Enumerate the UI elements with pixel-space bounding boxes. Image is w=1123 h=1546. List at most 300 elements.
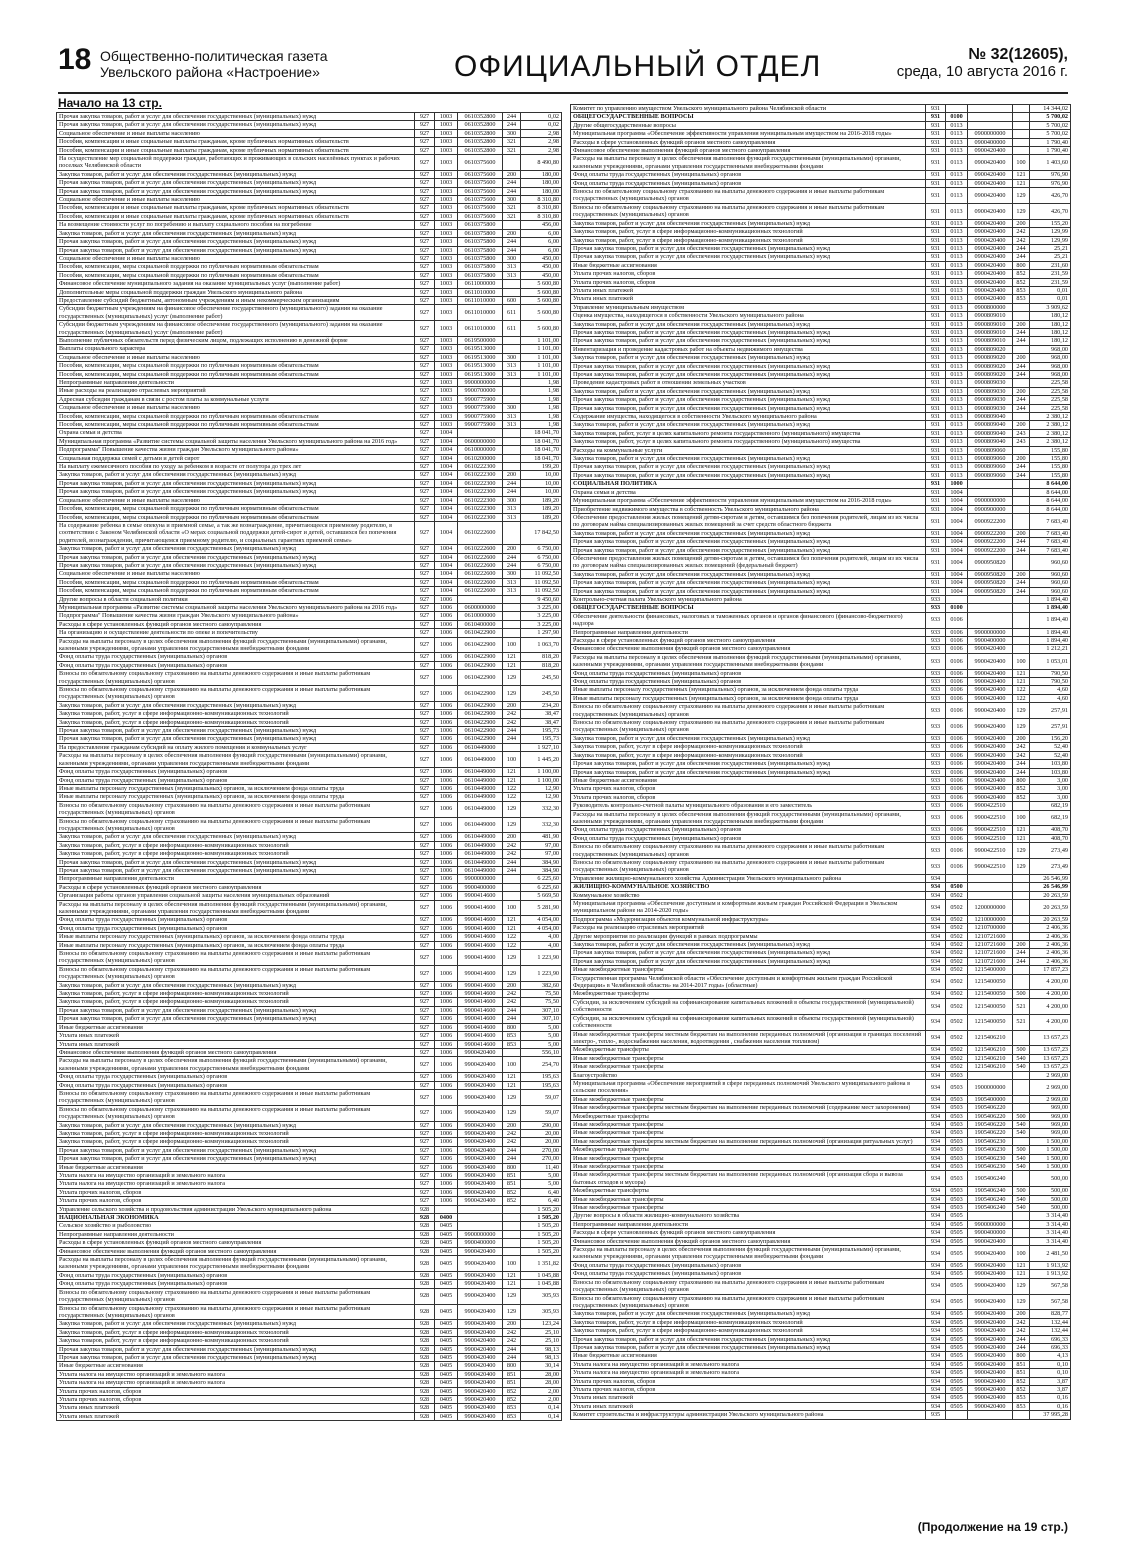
target-article-code: 0900809030 [968,396,1013,404]
target-article-code: 9900420400 [458,1163,503,1171]
target-article-code: 0619513000 [458,370,503,378]
row-label: Иные межбюджетные трансферты местным бюджетам на выполнение переданных полномочий (содержание мест захоронения) [571,1104,926,1112]
section-code: 0502 [946,1046,968,1054]
row-label: Другие вопросы в области жилищно-коммунального хозяйства [571,1212,926,1220]
amount: 189,20 [521,505,562,513]
target-article-code: 1210000000 [968,915,1013,923]
table-row [571,1071,1071,1079]
table-row [57,801,562,817]
target-article-code: 0610400000 [458,620,503,628]
amount: 6 225,60 [521,875,562,883]
admin-code: 927 [415,545,435,553]
section-code: 0502 [946,915,968,923]
section-code: 0502 [946,974,968,990]
section-code: 0502 [946,932,968,940]
target-article-code: 9900420400 [458,1387,503,1395]
expense-type-code: 244 [503,858,521,866]
table-row [57,280,562,288]
amount: 257,91 [1030,703,1071,719]
amount: 17 857,23 [1030,966,1071,974]
expense-type-code: 500 [1013,1112,1030,1120]
table-row [571,1046,1071,1054]
table-row [57,1089,562,1105]
section-code: 1004 [435,429,458,437]
target-article-code: 0610449000 [458,866,503,874]
table-row [571,924,1071,932]
section-code: 0100 [946,604,968,612]
admin-code: 931 [926,362,946,370]
section-code: 1006 [435,1032,458,1040]
amount: 25,10 [521,1337,562,1345]
expense-type-code: 100 [503,1256,521,1272]
row-label: Прочая закупка товаров, работ и услуг для обеспечения государственных (муниципальных) нужд [57,1345,415,1353]
target-article-code: 9900420400 [458,1197,503,1205]
expense-type-code: 321 [503,138,521,146]
amount: 450,00 [521,263,562,271]
section-code: 0106 [946,645,968,653]
amount: 195,63 [521,1073,562,1081]
table-row [57,305,562,321]
table-row [57,387,562,395]
amount: 450,00 [521,271,562,279]
expense-type-code: 244 [503,488,521,496]
row-label: Закупка товаров, работ и услуг для обеспечения государственных (муниципальных) нужд [571,734,926,742]
amount: 2 969,00 [1030,1079,1071,1095]
target-article-code: 9900414600 [458,965,503,981]
table-row [57,743,562,751]
row-label: Уплата иных платежей [57,1412,415,1420]
row-label: Фонд оплаты труда государственных (муниципальных) органов [57,1073,415,1081]
expense-type-code: 851 [1013,1360,1030,1368]
admin-code: 927 [415,629,435,637]
section-code: 0113 [946,413,968,421]
section-code: 1006 [435,620,458,628]
table-row [571,957,1071,965]
amount: 11 092,50 [521,587,562,595]
section-code: 0106 [946,802,968,810]
table-row [571,236,1071,244]
target-article-code [968,883,1013,891]
section-code: 0505 [946,1310,968,1318]
target-article-code: 0610222300 [458,488,503,496]
target-article-code: 0619513000 [458,353,503,361]
row-label: Взносы по обязательному социальному страхованию на выплаты денежного содержания и иные выплаты работникам государственных (муниципальных) органов [57,1089,415,1105]
expense-type-code [1013,488,1030,496]
row-label: Прочая закупка товаров, работ и услуг для обеспечения государственных (муниципальных) нужд [571,538,926,546]
row-label: Уплата иных платежей [571,1402,926,1410]
target-article-code: 9900420400 [458,1379,503,1387]
amount: 976,90 [1030,171,1071,179]
row-label: Взносы по обязательному социальному страхованию на выплаты денежного содержания и иные выплаты работникам государственных (муниципальных) органов [57,801,415,817]
row-label: Закупка товаров, работ, услуг в сфере информационно-коммуникационных технологий [571,228,926,236]
section-code: 1006 [435,661,458,669]
table-row [571,843,1071,859]
table-row [571,147,1071,155]
row-label: Благоустройство [571,1071,926,1079]
table-row [57,1180,562,1188]
target-article-code: 0610422900 [458,637,503,653]
table-row [571,362,1071,370]
expense-type-code: 800 [1013,1352,1030,1360]
expense-type-code: 300 [503,254,521,262]
section-code: 1006 [435,933,458,941]
row-label: Иные межбюджетные трансферты [571,1154,926,1162]
target-article-code: 1905406230 [968,1137,1013,1145]
target-article-code: 0610222300 [458,471,503,479]
expense-type-code: 321 [503,146,521,154]
row-label: Пособия, компенсации, меры социальной поддержки по публичным нормативным обязательствам [57,362,415,370]
row-label: Управление жилищно-коммунального хозяйства Администрации Увельского муниципального района [571,874,926,882]
newspaper-name-line2: Увельского района «Настроение» [100,64,320,80]
section-code: 0113 [946,471,968,479]
expense-type-code: 521 [1013,998,1030,1014]
row-label: Расходы на коммунальные услуги [571,446,926,454]
expense-type-code: 121 [1013,826,1030,834]
table-row [571,379,1071,387]
table-row [571,579,1071,587]
target-article-code: 0610449000 [458,858,503,866]
target-article-code: 0610352800 [458,113,503,121]
admin-code: 928 [415,1404,435,1412]
row-label: Закупка товаров, работ, услуг в целях капитального ремонта государственного (муниципального) имущества [571,429,926,437]
target-article-code: 0900809020 [968,345,1013,353]
expense-type-code: 242 [503,1129,521,1137]
amount: 75,50 [521,998,562,1006]
row-label: Финансовое обеспечение выполнения функций органов местного самоуправления [571,1237,926,1245]
table-row [57,155,562,171]
target-article-code: 1905406240 [968,1187,1013,1195]
expense-type-code: 244 [503,553,521,561]
admin-code: 928 [415,1320,435,1328]
section-code: 0113 [946,404,968,412]
admin-code: 934 [926,1270,946,1278]
section-code: 1006 [435,850,458,858]
target-article-code: 0610375600 [458,204,503,212]
section-code: 1003 [435,179,458,187]
amount: 30,14 [521,1362,562,1370]
expense-type-code [1013,883,1030,891]
admin-code: 931 [926,463,946,471]
expense-type-code: 242 [1013,1327,1030,1335]
target-article-code: 1215400050 [968,998,1013,1014]
section-code: 1006 [435,833,458,841]
expense-type-code: 540 [1013,1163,1030,1171]
amount: 1 790,40 [1030,147,1071,155]
target-article-code: 0900950820 [968,579,1013,587]
section-code: 0503 [946,1104,968,1112]
admin-code: 927 [415,916,435,924]
expense-type-code: 242 [503,1328,521,1336]
expense-type-code: 200 [1013,570,1030,578]
amount: 189,20 [521,513,562,521]
amount: 696,33 [1030,1335,1071,1343]
section-code: 1003 [435,187,458,195]
table-row [57,933,562,941]
table-row [57,875,562,883]
section-code: 0405 [435,1353,458,1361]
row-label: Расходы на выплаты персоналу в целях обеспечения выполнения функций государственными (муниципальными) органами, казенными учреждениями, органами управления государственными внебюджетными фондами [57,900,415,916]
row-label: Пособия, компенсации, меры социальной поддержки по публичным нормативным обязательствам [57,271,415,279]
section-code: 1006 [435,866,458,874]
section-code: 1003 [435,212,458,220]
admin-code: 927 [415,1105,435,1121]
target-article-code: 9900400000 [458,883,503,891]
table-row [571,1294,1071,1310]
admin-code: 927 [415,950,435,966]
amount: 8 310,80 [521,212,562,220]
table-row [571,554,1071,570]
expense-type-code: 244 [1013,253,1030,261]
expense-type-code [1013,1171,1030,1187]
table-row [571,1385,1071,1393]
amount: 2 406,36 [1030,949,1071,957]
target-article-code: 9900775900 [458,421,503,429]
amount: 9 450,60 [521,595,562,603]
target-article-code: 1905406240 [968,1204,1013,1212]
amount: 1 500,00 [1030,1163,1071,1171]
admin-code: 927 [415,1040,435,1048]
section-code: 1004 [435,587,458,595]
row-label: Расходы на выплаты персоналу в целях обеспечения выполнения функций государственными (муниципальными) органами, казенными учреждениями, органами управления государственными внебюджетными фондами [57,1256,415,1272]
expense-type-code: 313 [503,370,521,378]
table-row [57,924,562,932]
row-label: Уплата иных платежей [57,1032,415,1040]
amount: 0,14 [521,1404,562,1412]
row-label: Иные межбюджетные трансферты местным бюджетам на выполнение переданных полномочий (организация в границах поселений электро-, тепло-, водоснабжения населения, водоотведения , снабжения населения топливом) [571,1030,926,1046]
table-row [57,637,562,653]
table-row [57,1023,562,1031]
row-label: Взносы по обязательному социальному страхованию на выплаты денежного содержания и иные выплаты работникам государственных (муниципальных) органов [57,1288,415,1304]
admin-code: 931 [926,471,946,479]
table-row [571,637,1071,645]
expense-type-code: 244 [503,246,521,254]
row-label: Закупка товаров, работ, услуг в целях капитального ремонта государственного (муниципального) имущества [571,438,926,446]
table-row [571,463,1071,471]
admin-code: 931 [926,130,946,138]
section-code: 0503 [946,1163,968,1171]
admin-code: 927 [415,212,435,220]
target-article-code: 9900420400 [458,1256,503,1272]
section-code: 1003 [435,229,458,237]
section-code: 0505 [946,1220,968,1228]
table-row [571,793,1071,801]
amount: 1 212,21 [1030,645,1071,653]
section-code: 0505 [946,1402,968,1410]
row-label: Непрограммные направления деятельности [57,379,415,387]
row-label: Закупка товаров, работ и услуг для обеспечения государственных (муниципальных) нужд [571,1310,926,1318]
table-row [571,320,1071,328]
target-article-code: 0900420400 [968,219,1013,227]
expense-type-code: 244 [1013,768,1030,776]
target-article-code: 0619513000 [458,345,503,353]
admin-code: 927 [415,817,435,833]
admin-code: 927 [415,941,435,949]
admin-code: 927 [415,179,435,187]
admin-code: 927 [415,280,435,288]
budget-table-right [570,104,1071,1420]
section-code: 0505 [946,1352,968,1360]
row-label: Прочая закупка товаров, работ и услуг для обеспечения государственных (муниципальных) нужд [571,546,926,554]
target-article-code: 0610375600 [458,170,503,178]
row-label: Иные межбюджетные трансферты местным бюджетам на выполнение переданных полномочий (организация сбора и вывоза бытовых отходов и мусора) [571,1171,926,1187]
admin-code: 927 [415,1032,435,1040]
admin-code: 927 [415,1163,435,1171]
amount: 245,50 [521,670,562,686]
row-label: Расходы на выплаты персоналу в целях обеспечения выполнения функций государственными (муниципальными) органами, казенными учреждениями, органами управления государственными внебюджетными фондами [57,752,415,768]
table-row [571,612,1071,628]
amount: 5 281,90 [521,900,562,916]
row-label: Уплата налога на имущество организаций и земельного налога [57,1370,415,1378]
row-label: Прочая закупка товаров, работ и услуг для обеспечения государственных (муниципальных) нужд [571,579,926,587]
target-article-code: 0610222300 [458,513,503,521]
amount: 155,80 [1030,463,1071,471]
section-code: 0502 [946,1054,968,1062]
table-row [571,219,1071,227]
row-label: Фонд оплаты труда государственных (муниципальных) органов [57,916,415,924]
amount: 52,40 [1030,751,1071,759]
admin-code: 934 [926,1046,946,1054]
admin-code: 933 [926,686,946,694]
row-label: ОБЩЕГОСУДАРСТВЕННЫЕ ВОПРОСЫ [571,113,926,121]
amount: 273,49 [1030,843,1071,859]
admin-code: 931 [926,480,946,488]
admin-code: 931 [926,270,946,278]
admin-code: 927 [415,866,435,874]
expense-type-code [1013,1137,1030,1145]
expense-type-code: 853 [503,1404,521,1412]
amount: 4 200,00 [1030,998,1071,1014]
expense-type-code [1013,802,1030,810]
amount: 305,93 [521,1288,562,1304]
table-row [571,891,1071,899]
admin-code: 927 [415,138,435,146]
admin-code: 928 [415,1362,435,1370]
expense-type-code: 242 [503,998,521,1006]
table-row [57,1239,562,1247]
admin-code: 933 [926,760,946,768]
table-row [57,1188,562,1196]
table-row [571,595,1071,603]
target-article-code: 0900809020 [968,371,1013,379]
row-label: Субсидии бюджетным учреждениям на финансовое обеспечение государственного (муниципального) задания на оказание государственных (муниципальных) услуг (выполнение работ) [57,305,415,321]
admin-code: 933 [926,751,946,759]
expense-type-code [503,603,521,611]
expense-type-code: 242 [503,841,521,849]
target-article-code: 0619513000 [458,362,503,370]
expense-type-code [1013,1104,1030,1112]
expense-type-code [1013,312,1030,320]
amount: 3 225,00 [521,620,562,628]
admin-code: 931 [926,497,946,505]
table-row [571,669,1071,677]
target-article-code: 9900420400 [968,694,1013,702]
admin-code: 927 [415,743,435,751]
amount: 195,73 [521,735,562,743]
section-code: 1003 [435,387,458,395]
row-label: Непрограммные направления деятельности [57,1230,415,1238]
target-article-code [968,1071,1013,1079]
amount: 5,00 [521,1032,562,1040]
expense-type-code [503,883,521,891]
target-article-code: 9900414600 [458,916,503,924]
table-row [57,653,562,661]
target-article-code: 0610352800 [458,138,503,146]
target-article-code: 0610222600 [458,545,503,553]
row-label: На предоставление гражданам субсидий на оплату жилого помещения и коммунальных услуг [57,743,415,751]
row-label: ОБЩЕГОСУДАРСТВЕННЫЕ ВОПРОСЫ [571,604,926,612]
amount: 1 894,40 [1030,604,1071,612]
section-code: 0405 [435,1304,458,1320]
row-label: Уплата налога на имущество организаций и земельного налога [57,1379,415,1387]
row-label: Взносы по обязательному социальному страхованию на выплаты денежного содержания и иные выплаты работникам государственных (муниципальных) органов [57,950,415,966]
admin-code: 927 [415,1188,435,1196]
section-code: 0505 [946,1212,968,1220]
admin-code: 928 [415,1370,435,1378]
section-code: 1003 [435,296,458,304]
target-article-code: 0610422900 [458,735,503,743]
row-label: Непрограммные направления деятельности [57,875,415,883]
expense-type-code: 129 [1013,703,1030,719]
expense-type-code [1013,121,1030,129]
table-row [571,949,1071,957]
admin-code: 927 [415,345,435,353]
table-row [571,228,1071,236]
table-row [57,336,562,344]
table-row [57,229,562,237]
amount: 14 344,02 [1030,105,1071,113]
row-label: Взносы по обязательному социальному страхованию на выплаты денежного содержания и иные выплаты работникам государственных (муниципальных) органов [57,686,415,702]
target-article-code: 9900420400 [458,1057,503,1073]
target-article-code: 0900420400 [968,155,1013,171]
expense-type-code [503,620,521,628]
row-label: Фонд оплаты труда государственных (муниципальных) органов [571,1270,926,1278]
row-label: Уплата налога на имущество организаций и земельного налога [57,1172,415,1180]
table-row [571,1360,1071,1368]
amount: 2,98 [521,146,562,154]
amount: 8 310,80 [521,196,562,204]
amount: 97,00 [521,841,562,849]
row-label: Прочая закупка товаров, работ и услуг для обеспечения государственных (муниципальных) нужд [57,187,415,195]
target-article-code: 9900420400 [458,1353,503,1361]
target-article-code: 1905406230 [968,1163,1013,1171]
table-row [57,620,562,628]
table-row [57,841,562,849]
section-code: 1004 [435,578,458,586]
target-article-code: 0900809010 [968,312,1013,320]
expense-type-code: 122 [1013,686,1030,694]
header-rule [58,92,1068,94]
expense-type-code: 853 [503,1040,521,1048]
row-label: Коммунальное хозяйство [571,891,926,899]
target-article-code: 0610375800 [458,254,503,262]
row-label: Иные межбюджетные трансферты [571,1195,926,1203]
target-article-code: 9900420400 [458,1155,503,1163]
expense-type-code: 244 [503,727,521,735]
amount: 1 505,20 [521,1205,562,1213]
row-label: Прочая закупка товаров, работ и услуг для обеспечения государственных (муниципальных) нужд [571,768,926,776]
target-article-code: 0900420400 [968,236,1013,244]
table-row [571,1246,1071,1262]
target-article-code: 0900809030 [968,379,1013,387]
table-row [571,1411,1071,1419]
expense-type-code: 853 [1013,295,1030,303]
section-code: 1004 [435,545,458,553]
target-article-code: 0900420400 [968,147,1013,155]
amount: 20,00 [521,1138,562,1146]
row-label: Социальная поддержка семей с детьми и детей сирот [57,454,415,462]
expense-type-code: 313 [503,362,521,370]
admin-code: 927 [415,521,435,544]
